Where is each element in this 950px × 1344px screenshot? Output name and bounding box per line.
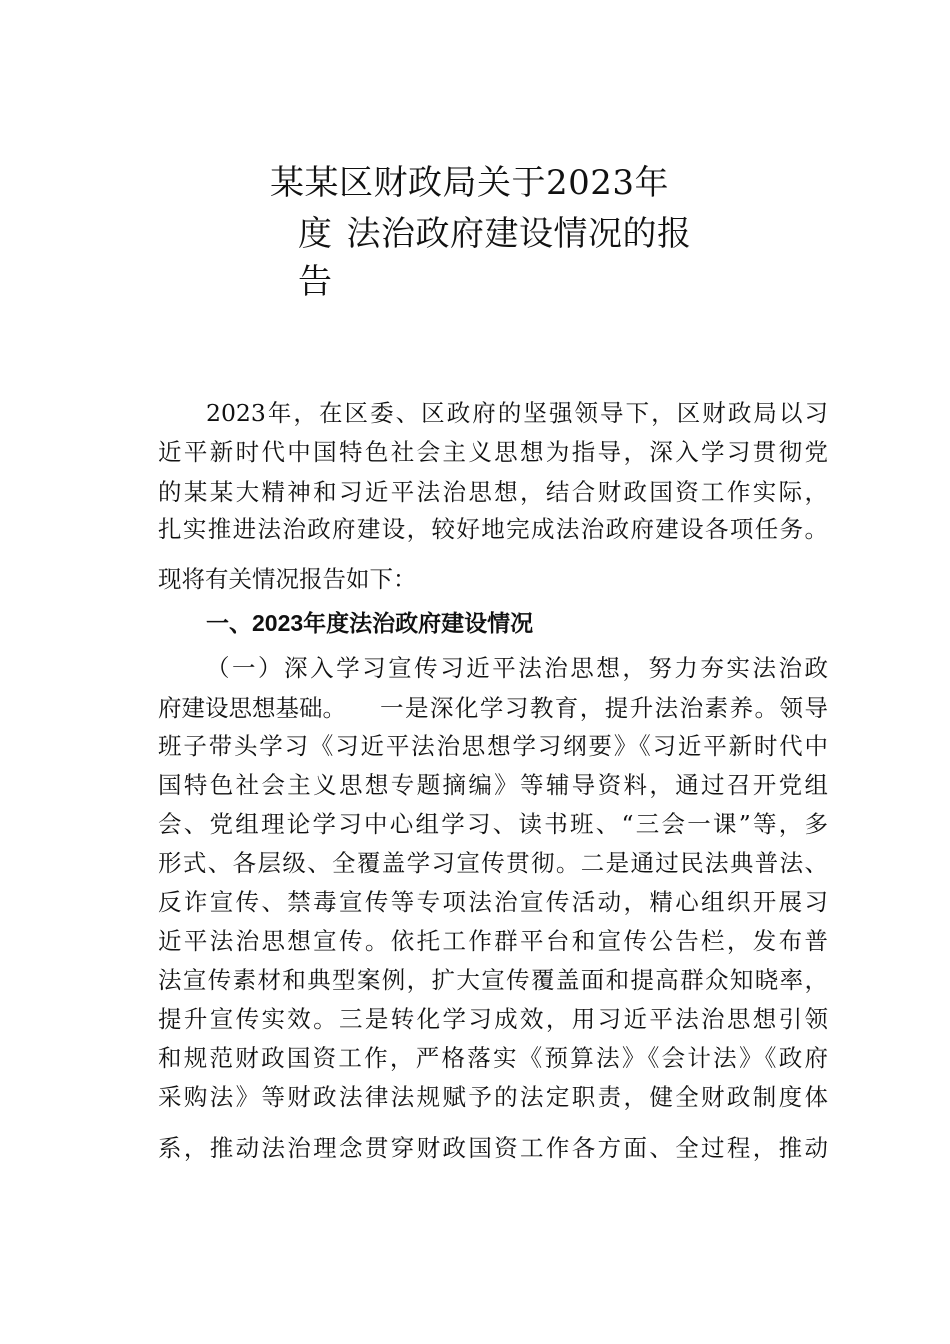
paragraph-2-line-5: 会、党组理论学习中心组学习、读书班、“三会一课”等，多 bbox=[158, 810, 828, 838]
paragraph-2-line-6: 形式、各层级、全覆盖学习宣传贯彻。二是通过民法典普法、 bbox=[158, 849, 828, 877]
paragraph-1-line-3: 的某某大精神和习近平法治思想，结合财政国资工作实际， bbox=[158, 478, 828, 506]
paragraph-2-line-12: 采购法》等财政法律法规赋予的法定职责，健全财政制度体 bbox=[158, 1083, 828, 1111]
title-fragment-main: 法治政府建设情况的报 bbox=[346, 214, 692, 254]
paragraph-2-line-9: 法宣传素材和典型案例，扩大宣传覆盖面和提高群众知晓率， bbox=[158, 966, 828, 994]
paragraph-2-line-4: 国特色社会主义思想专题摘编》等辅导资料，通过召开党组 bbox=[158, 771, 828, 799]
paragraph-2-line-3: 班子带头学习《习近平法治思想学习纲要》《习近平新时代中 bbox=[158, 732, 828, 760]
paragraph-2-line-2-part-b: 一是深化学习教育，提升法治素养。领导 bbox=[380, 694, 828, 722]
paragraph-2-line-11: 和规范财政国资工作，严格落实《预算法》《会计法》《政府 bbox=[158, 1044, 828, 1072]
paragraph-2-line-10: 提升宣传实效。三是转化学习成效，用习近平法治思想引领 bbox=[158, 1005, 828, 1033]
paragraph-1-line-5: 现将有关情况报告如下： bbox=[158, 565, 417, 593]
document-title-line-2 bbox=[298, 214, 692, 254]
paragraph-2-line-7: 反诈宣传、禁毒宣传等专项法治宣传活动，精心组织开展习 bbox=[158, 888, 828, 916]
paragraph-1-line-4: 扎实推进法治政府建设，较好地完成法治政府建设各项任务。 bbox=[158, 515, 828, 543]
paragraph-1-line-2: 近平新时代中国特色社会主义思想为指导，深入学习贯彻党 bbox=[158, 438, 828, 466]
paragraph-2-line-13: 系，推动法治理念贯穿财政国资工作各方面、全过程，推动 bbox=[158, 1134, 828, 1162]
document-title-line-1: 某某区财政局关于2023年 bbox=[270, 163, 670, 203]
paragraph-2-line-2-part-a: 府建设思想基础。 bbox=[158, 694, 346, 722]
paragraph-2-line-8: 近平法治思想宣传。依托工作群平台和宣传公告栏，发布普 bbox=[158, 927, 828, 955]
paragraph-1-line-1: 2023年，在区委、区政府的坚强领导下，区财政局以习 bbox=[206, 399, 828, 427]
section-heading: 一、2023年度法治政府建设情况 bbox=[206, 610, 534, 636]
title-fragment-du: 度 bbox=[298, 214, 333, 254]
document-title-line-3: 告 bbox=[298, 262, 333, 302]
paragraph-2-line-1: （一）深入学习宣传习近平法治思想，努力夯实法治政 bbox=[206, 654, 828, 682]
